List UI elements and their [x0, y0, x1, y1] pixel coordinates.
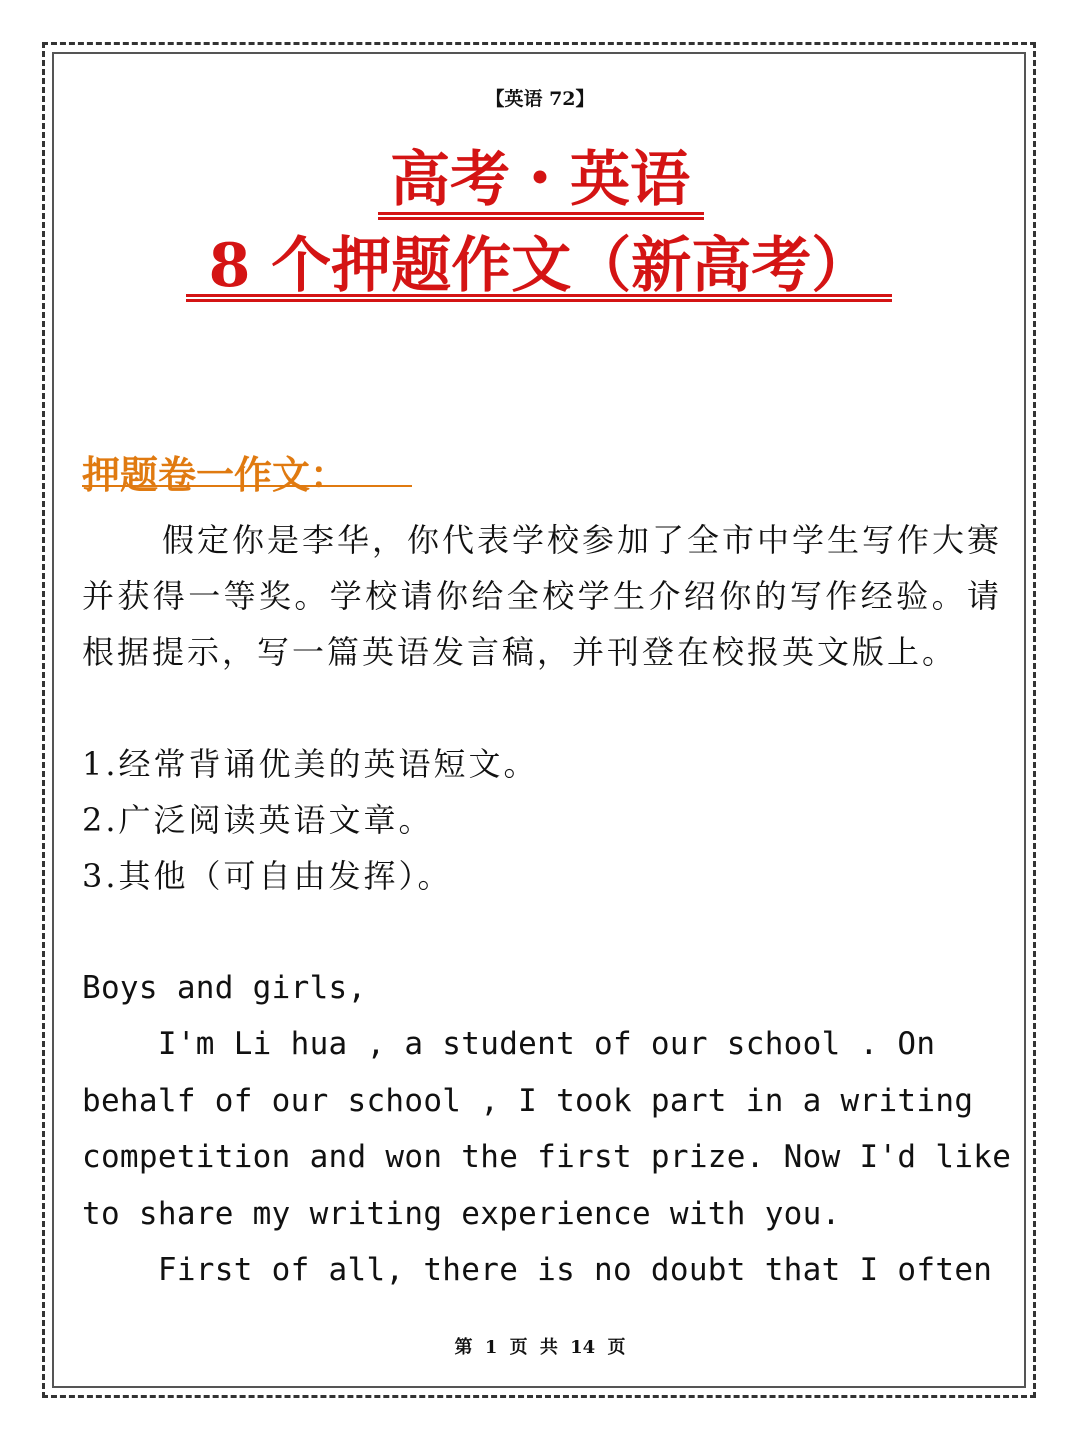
page-footer: 第 1 页 共 14 页 [454, 1337, 626, 1358]
essay-line: to share my writing experience with you. [82, 1196, 841, 1232]
title-line-1: 高考・英语 [390, 145, 690, 215]
section-heading: 押题卷一作文： [82, 452, 349, 497]
title-line-2: 8 个押题作文（新高考） [208, 231, 872, 301]
prompt-paragraph: 假定你是李华，你代表学校参加了全市中学生写作大赛并获得一等奖。学校请你给全校学生介绍你的写作经验。请根据提示，写一篇英语发言稿，并刊登在校报英文版上。 [82, 521, 1003, 671]
essay-line: behalf of our school , I took part in a writing [82, 1083, 974, 1119]
title-underline-1 [378, 212, 704, 220]
prompt-point: 2.广泛阅读英语文章。 [82, 801, 434, 839]
essay-line: Boys and girls, [82, 970, 367, 1006]
section-underline [82, 485, 412, 487]
essay-line: competition and won the first prize. Now I'd like [82, 1139, 1012, 1175]
header-tag: 【英语 72】 [485, 88, 595, 110]
prompt-point: 3.其他（可自由发挥）。 [82, 857, 453, 895]
prompt-points [82, 736, 1002, 904]
essay-line: I'm Li hua , a student of our school . On [82, 1026, 936, 1062]
title-underline-2 [186, 294, 892, 302]
prompt-point: 1.经常背诵优美的英语短文。 [82, 745, 539, 783]
essay-line: First of all, there is no doubt that I often [82, 1252, 993, 1288]
